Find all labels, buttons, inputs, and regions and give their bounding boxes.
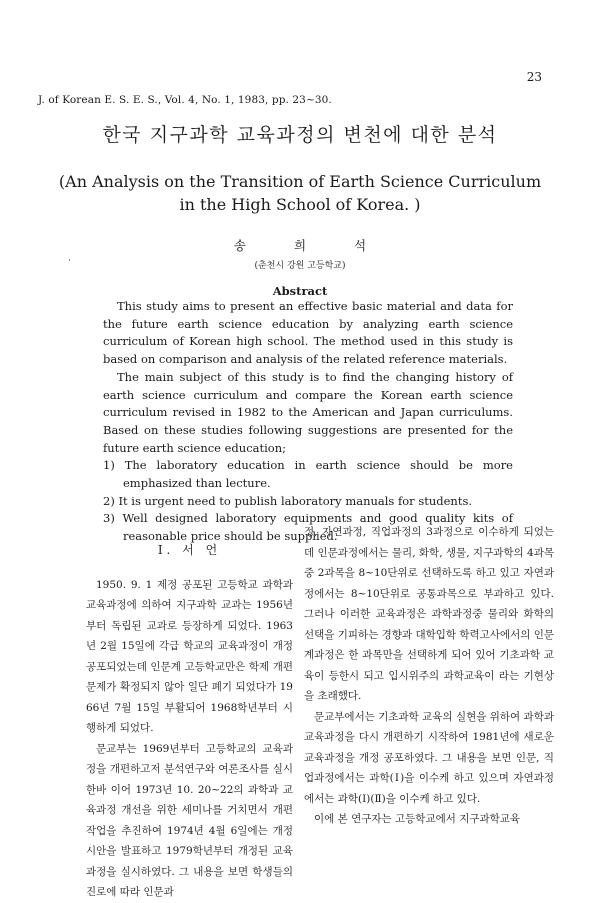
journal-citation: J. of Korean E. S. E. S., Vol. 4, No. 1, 1983, pp. 23~30. xyxy=(38,94,332,106)
abstract-paragraph: This study aims to present an effective basic material and data for the future earth science education by analyzing earth science curriculum of Korean high school. The method used in this study is based on comparison and analysis of the related reference materials. xyxy=(103,299,513,367)
left-column xyxy=(86,540,293,903)
stray-mark: · xyxy=(68,256,71,266)
page-number: 23 xyxy=(526,70,542,84)
author-name: 송 희 석 xyxy=(233,238,389,253)
english-title xyxy=(0,170,600,216)
english-title-line2: in the High School of Korea. ) xyxy=(179,195,421,214)
body-paragraph: 정, 자연과정, 직업과정의 3과정으로 이수하게 되었는데 인문과정에서는 물리, 화학, 생물, 지구과학의 4과목중 2과목을 8~10단위로 선택하도록 하고 있고 자연과정에서는 8~10단위로 공통과목으로 부과하고 있다. 그러나 이러한 교육과정은 과학과정중 물리와 화학의 선택을 기피하는 경향과 대학입학 학력고사에서의 인문계과정은 한 과목만을 선택하게 되어 있어 기초과학 교육이 등한시 되고 입시위주의 과학교육이 라는 기현상을 초래했다. xyxy=(304,526,554,702)
suggestion-item: 3) Well designed laboratory equipments and good quality kits of reasonable price should be supplied. xyxy=(103,511,513,544)
korean-title: 한국 지구과학 교육과정의 변천에 대한 분석 xyxy=(102,124,498,146)
suggestion-item: 1) The laboratory education in earth science should be more emphasized than lecture. xyxy=(103,458,513,491)
abstract-body xyxy=(103,298,513,546)
right-column xyxy=(304,522,554,830)
suggestion-item: 2) It is urgent need to publish laboratory manuals for students. xyxy=(103,493,472,508)
body-paragraph: 문교부에서는 기초과학 교육의 실현을 위하여 과학과 교육과정을 다시 개편하기 시작하여 1981년에 새로운 교육과정을 개정 공포하였다. 그 내용을 보면 인문, 직업과정에서는 과학(Ⅰ)을 이수케 하고 있으며 자연과정에서는 과학(Ⅰ)(Ⅱ)을 이수케 하고 있다. xyxy=(304,710,554,805)
body-paragraph: 문교부는 1969년부터 고등학교의 교육과정을 개편하고저 분석연구와 여론조사를 실시한바 이어 1973년 10. 20~22의 과학과 교육과정 개선을 위한 세미나를 거치면서 개편작업을 추진하여 1974년 4월 6일에는 개정시안을 발표하고 1979학년부터 개정된 교육과정을 실시하였다. 그 내용을 보면 학생들의 진로에 따라 인문과 xyxy=(86,742,293,898)
author-affiliation: (춘천시 강원 고등학교) xyxy=(254,261,346,271)
english-title-line1: (An Analysis on the Transition of Earth Science Curriculum xyxy=(58,172,542,191)
abstract-heading: Abstract xyxy=(272,284,328,298)
body-paragraph: 이에 본 연구자는 고등학교에서 지구과학교육 xyxy=(314,813,521,825)
body-paragraph: 1950. 9. 1 제정 공포된 고등학교 과학과 교육과정에 의하여 지구과학 교과는 1956년부터 독립된 교과로 등장하게 되었다. 1963년 2월 15일에 각급 학교의 교육과정이 개정 공포되었는데 인문계 고등학교만은 학제 개편문제가 확정되지 않아 일단 폐기 되었다가 1966년 7월 15일 부활되어 1968학년부터 시행하게 되었다. xyxy=(86,578,293,734)
abstract-paragraph: The main subject of this study is to find the changing history of earth science curriculum and compare the Korean earth science curriculum revised in 1982 to the American and Japan curriculums. Based on these studies following suggestions are presented for the future earth science education; xyxy=(103,369,513,455)
section-heading: Ⅰ. 서 언 xyxy=(157,543,222,557)
